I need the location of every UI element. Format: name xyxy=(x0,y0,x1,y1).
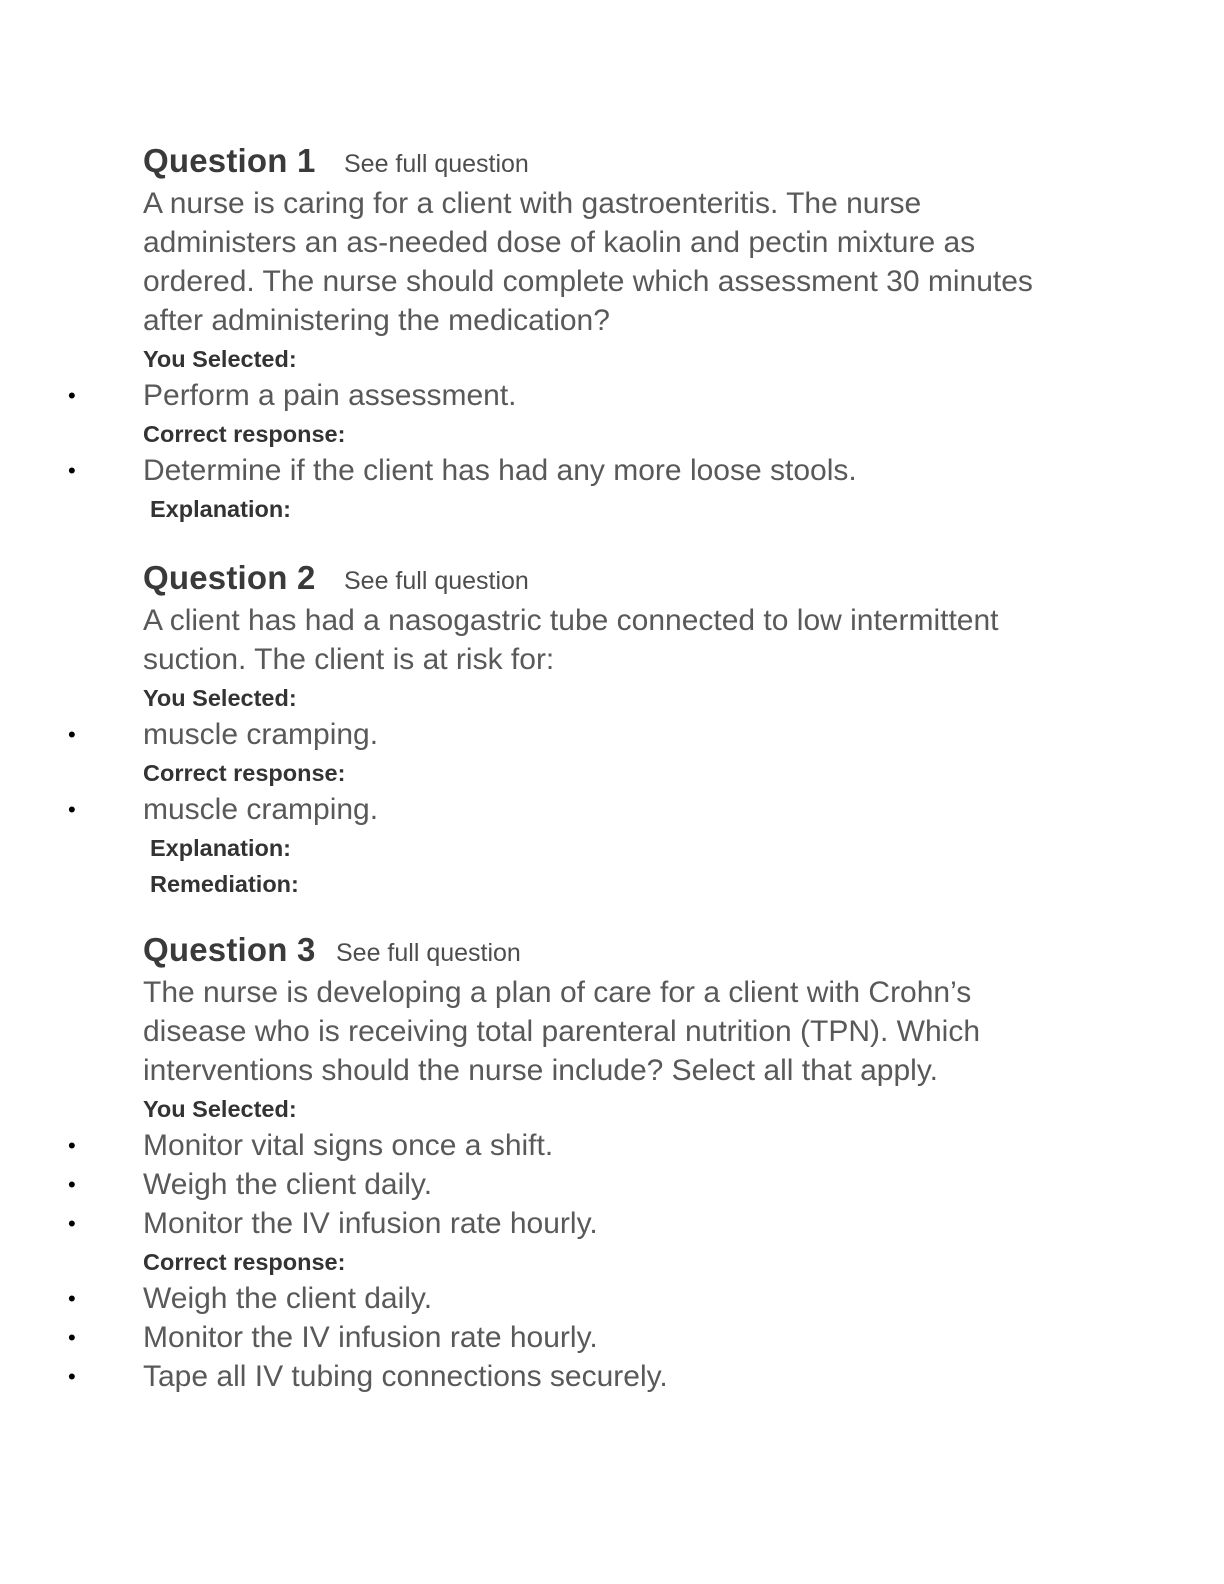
see-full-question-link[interactable]: See full question xyxy=(343,567,529,595)
list-item xyxy=(0,376,1224,415)
list-item xyxy=(0,1204,1224,1243)
explanation-label: Explanation: xyxy=(150,835,292,861)
correct-response-label: Correct response: xyxy=(143,421,346,447)
option-text: Tape all IV tubing connections securely. xyxy=(143,1360,668,1393)
question-1 xyxy=(0,142,1224,526)
bullet: • xyxy=(68,1133,76,1158)
bullet: • xyxy=(68,722,76,747)
option-text: Monitor the IV infusion rate hourly. xyxy=(143,1321,598,1354)
question-3 xyxy=(0,931,1224,1396)
question-text: A client has had a nasogastric tube connected to low intermittent suction. The client is at risk for: xyxy=(143,604,999,676)
question-2 xyxy=(0,559,1224,901)
bullet: • xyxy=(68,383,76,408)
bullet: • xyxy=(68,458,76,483)
option-text: muscle cramping. xyxy=(143,793,379,826)
list-item xyxy=(0,1126,1224,1165)
you-selected-label: You Selected: xyxy=(143,1096,297,1122)
remediation-label: Remediation: xyxy=(150,871,299,897)
option-text: Monitor the IV infusion rate hourly. xyxy=(143,1207,598,1240)
option-text: Determine if the client has had any more loose stools. xyxy=(143,454,857,487)
list-item xyxy=(0,1318,1224,1357)
selected-list xyxy=(0,715,1224,754)
option-text: Perform a pain assessment. xyxy=(143,379,517,412)
bullet: • xyxy=(68,1364,76,1389)
list-item xyxy=(0,790,1224,829)
see-full-question-link[interactable]: See full question xyxy=(335,939,521,967)
correct-response-label: Correct response: xyxy=(143,1249,346,1275)
question-title: Question 1 xyxy=(143,142,316,179)
explanation-label: Explanation: xyxy=(150,496,292,522)
you-selected-label: You Selected: xyxy=(143,685,297,711)
question-header xyxy=(143,142,1224,184)
option-text: Monitor vital signs once a shift. xyxy=(143,1129,554,1162)
question-text: A nurse is caring for a client with gastroenteritis. The nurse administers an as-needed dose of kaolin and pectin mixture as ordered. The nurse should complete which assessment 30 minutes after administering the medication? xyxy=(143,187,1033,337)
bullet: • xyxy=(68,1325,76,1350)
option-text: muscle cramping. xyxy=(143,718,379,751)
correct-list xyxy=(0,790,1224,829)
list-item xyxy=(0,451,1224,490)
question-title: Question 3 xyxy=(143,931,316,968)
bullet: • xyxy=(68,1286,76,1311)
correct-list xyxy=(0,1279,1224,1396)
option-text: Weigh the client daily. xyxy=(143,1282,433,1315)
bullet: • xyxy=(68,1172,76,1197)
bullet: • xyxy=(68,797,76,822)
see-full-question-link[interactable]: See full question xyxy=(343,150,529,178)
option-text: Weigh the client daily. xyxy=(143,1168,433,1201)
question-header xyxy=(143,931,1224,973)
list-item xyxy=(0,1279,1224,1318)
you-selected-label: You Selected: xyxy=(143,346,297,372)
correct-list xyxy=(0,451,1224,490)
question-text: The nurse is developing a plan of care for a client with Crohn’s disease who is receiving total parenteral nutrition (TPN). Which interventions should the nurse include? Select all that apply. xyxy=(143,976,981,1087)
list-item xyxy=(0,1357,1224,1396)
question-title: Question 2 xyxy=(143,559,316,596)
bullet: • xyxy=(68,1211,76,1236)
list-item xyxy=(0,715,1224,754)
correct-response-label: Correct response: xyxy=(143,760,346,786)
list-item xyxy=(0,1165,1224,1204)
selected-list xyxy=(0,376,1224,415)
question-header xyxy=(143,559,1224,601)
selected-list xyxy=(0,1126,1224,1243)
